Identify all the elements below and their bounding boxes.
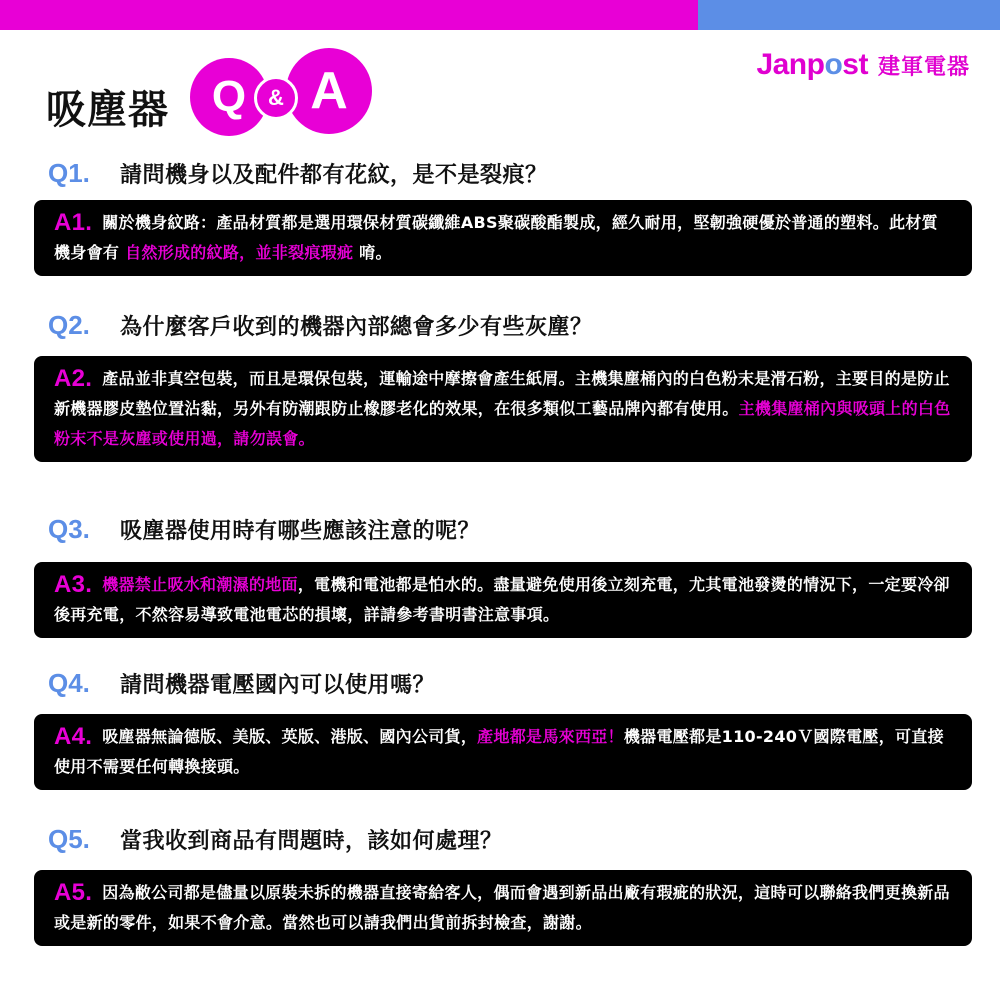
answer-highlight: 機器禁止吸水和潮濕的地面: [102, 575, 298, 594]
question-4: [48, 668, 435, 699]
brand-header: [756, 48, 970, 82]
answer-number: A3.: [54, 571, 93, 598]
answer-2: [34, 356, 972, 462]
question-number: Q3.: [48, 514, 90, 544]
answer-number: A5.: [54, 879, 93, 906]
answer-5: [34, 870, 972, 946]
top-color-bar: [0, 0, 1000, 30]
answer-1: [34, 200, 972, 276]
answer-number: A4.: [54, 723, 93, 750]
top-bar-magenta: [0, 0, 698, 30]
answer-number: A1.: [54, 209, 93, 236]
question-text: 請問機身以及配件都有花紋，是不是裂痕？: [120, 163, 548, 188]
answer-highlight: 自然形成的紋路，並非裂痕瑕疵: [125, 243, 354, 262]
badge-amp: &: [254, 76, 298, 120]
answer-text-end: 機器電壓都是110-240Ｖ國際電壓，可直接使用不需要任何轉換接頭。: [54, 727, 944, 776]
answer-text-end: 唷。: [353, 243, 392, 262]
answer-number: A2.: [54, 365, 93, 392]
question-2: [48, 310, 593, 341]
badge-q: Q: [190, 58, 268, 136]
question-number: Q2.: [48, 310, 90, 340]
answer-3: [34, 562, 972, 638]
qa-badge: [190, 48, 380, 140]
question-number: Q5.: [48, 824, 90, 854]
brand-logo: Janpost: [756, 48, 868, 81]
answer-text: 因為敝公司都是儘量以原裝未拆的機器直接寄給客人，偶而會遇到新品出廠有瑕疵的狀況，這時可以聯絡我們更換新品或是新的零件，如果不會介意。當然也可以請我們出貨前拆封檢查，謝謝。: [54, 883, 950, 932]
badge-a: A: [286, 48, 372, 134]
question-text: 當我收到商品有問題時，該如何處理？: [120, 829, 503, 854]
question-text: 請問機器電壓國內可以使用嗎？: [120, 673, 436, 698]
question-number: Q4.: [48, 668, 90, 698]
answer-text: 產品並非真空包裝，而且是環保包裝，運輸途中摩擦會產生紙屑。主機集塵桶內的白色粉末是滑石粉，主要目的是防止新機器膠皮墊位置沾黏，另外有防潮跟防止橡膠老化的效果，在很多類似工藝品牌內都有使用。: [54, 369, 950, 418]
question-3: [48, 514, 480, 545]
question-number: Q1.: [48, 158, 90, 188]
page-title: 吸塵器: [46, 87, 169, 133]
answer-highlight: 主機集塵桶內與吸頭上的白色粉末不是灰塵或使用過，請勿誤會。: [54, 399, 951, 448]
question-text: 為什麼客戶收到的機器內部總會多少有些灰塵？: [120, 315, 593, 340]
question-text: 吸塵器使用時有哪些應該注意的呢？: [120, 519, 481, 544]
answer-text-end: ，電機和電池都是怕水的。盡量避免使用後立刻充電，尤其電池發燙的情況下，一定要冷卻後再充電，不然容易導致電池電芯的損壞，詳請參考書明書注意事項。: [54, 575, 950, 624]
answer-4: [34, 714, 972, 790]
answer-highlight: 產地都是馬來西亞！: [477, 727, 624, 746]
brand-name-cn: 建軍電器: [877, 55, 970, 80]
answer-text: 吸塵器無論德版、美版、英版、港版、國內公司貨，: [102, 727, 478, 746]
top-bar-blue: [698, 0, 1000, 30]
answer-text: 關於機身紋路：產品材質都是選用環保材質碳纖維ABS聚碳酸酯製成，經久耐用，堅韌強硬優於普通的塑料。此材質機身會有: [54, 213, 938, 262]
question-1: [48, 158, 548, 189]
question-5: [48, 824, 503, 855]
